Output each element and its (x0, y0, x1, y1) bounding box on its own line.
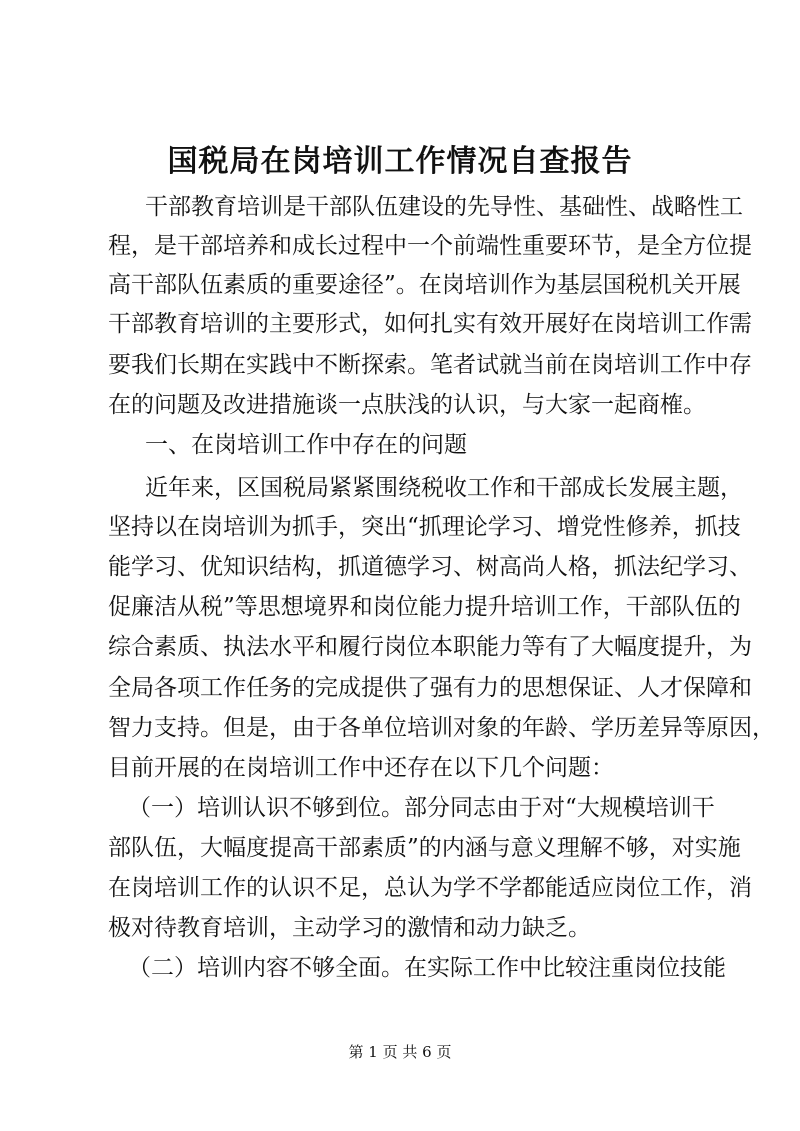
paragraph-line: 促廉洁从税”等思想境界和岗位能力提升培训工作，干部队伍的 (108, 594, 741, 620)
paragraph-line: 极对待教育培训，主动学习的激情和动力缺乏。 (108, 915, 591, 941)
paragraph-line: 干部教育培训是干部队伍建设的先导性、基础性、战略性工 (145, 194, 743, 220)
paragraph-line: （二）培训内容不够全面。在实际工作中比较注重岗位技能 (128, 955, 726, 981)
paragraph-line: 智力支持。但是，由于各单位培训对象的年龄、学历差异等原因， (108, 715, 775, 741)
paragraph-line: 部队伍，大幅度提高干部素质”的内涵与意义理解不够，对实施 (108, 835, 741, 861)
page-footer: 第 1 页 共 6 页 (348, 1043, 452, 1061)
paragraph-line: 在岗培训工作的认识不足，总认为学不学都能适应岗位工作，消 (108, 875, 752, 901)
paragraph-line: 近年来，区国税局紧紧围绕税收工作和干部成长发展主题， (145, 475, 743, 501)
paragraph-line: 程，是干部培养和成长过程中一个前端性重要环节，是全方位提 (108, 233, 752, 259)
paragraph-line: 综合素质、执法水平和履行岗位本职能力等有了大幅度提升，为 (108, 634, 752, 660)
paragraph-line: 目前开展的在岗培训工作中还存在以下几个问题： (108, 755, 614, 781)
paragraph-line: 在的问题及改进措施谈一点肤浅的认识，与大家一起商榷。 (108, 392, 706, 418)
paragraph-line: 要我们长期在实践中不断探索。笔者试就当前在岗培训工作中存 (108, 352, 752, 378)
paragraph-line: 干部教育培训的主要形式，如何扎实有效开展好在岗培训工作需 (108, 311, 752, 337)
paragraph-line: 坚持以在岗培训为抓手，突出“抓理论学习、增党性修养，抓技 (108, 514, 741, 540)
paragraph-line: 高干部队伍素质的重要途径”。在岗培训作为基层国税机关开展 (108, 272, 741, 298)
paragraph-line: 全局各项工作任务的完成提供了强有力的思想保证、人才保障和 (108, 675, 752, 701)
paragraph-line: 能学习、优知识结构，抓道德学习、树高尚人格，抓法纪学习、 (108, 554, 752, 580)
section-heading: 一、在岗培训工作中存在的问题 (145, 432, 467, 458)
paragraph-line: （一）培训认识不够到位。部分同志由于对“大规模培训干 (128, 795, 715, 821)
document-title: 国税局在岗培训工作情况自查报告 (167, 144, 633, 179)
